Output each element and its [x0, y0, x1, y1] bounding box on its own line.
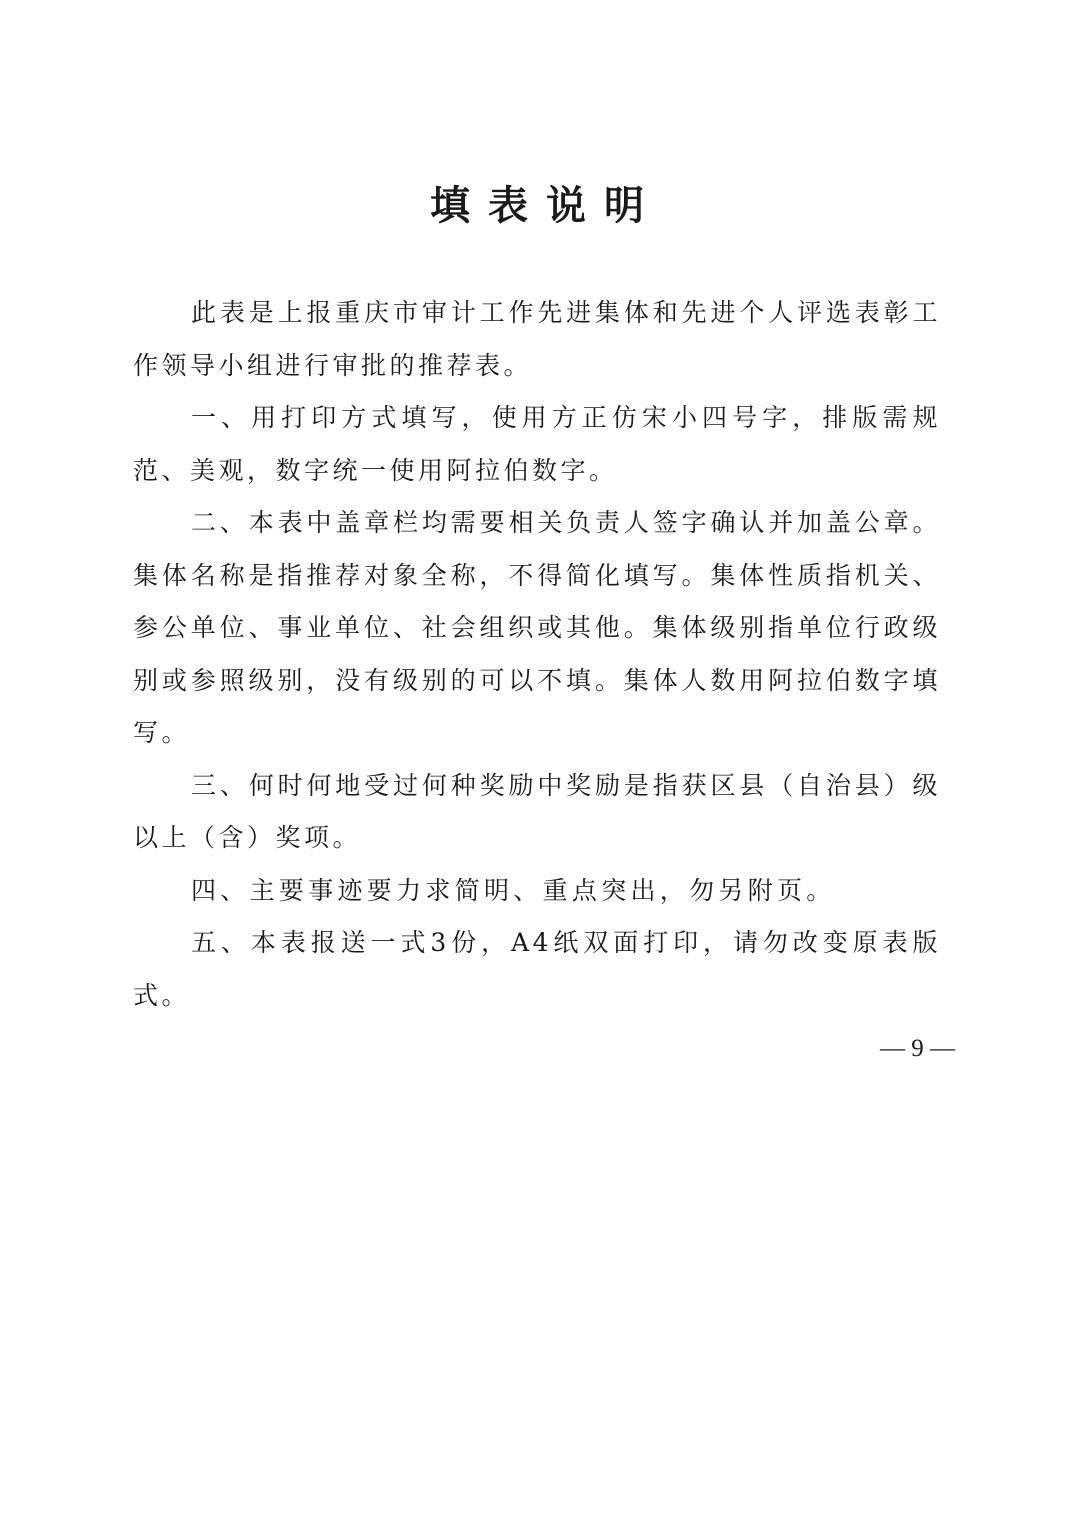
page-title: 填表说明 [430, 182, 662, 229]
paragraph-item-3: 三、何时何地受过何种奖励中奖励是指获区县（自治县）级以上（含）奖项。 [133, 770, 941, 852]
paragraph-item-1: 一、用打印方式填写，使用方正仿宋小四号字，排版需规范、美观，数字统一使用阿拉伯数字。 [133, 403, 941, 485]
paragraph-item-2: 二、本表中盖章栏均需要相关负责人签字确认并加盖公章。集体名称是指推荐对象全称，不得简化填写。集体性质指机关、参公单位、事业单位、社会组织或其他。集体级别指单位行政级别或参照级别，没有级别的可以不填。集体人数用阿拉伯数字填写。 [133, 508, 941, 747]
page-number: — 9 — [880, 1035, 955, 1062]
instructions-body [133, 287, 941, 1022]
paragraph-item-5: 五、本表报送一式3份，A4纸双面打印，请勿改变原表版式。 [133, 928, 941, 1010]
paragraph-intro: 此表是上报重庆市审计工作先进集体和先进个人评选表彰工作领导小组进行审批的推荐表。 [133, 298, 941, 380]
paragraph-item-4: 四、主要事迹要力求简明、重点突出，勿另附页。 [191, 875, 836, 905]
